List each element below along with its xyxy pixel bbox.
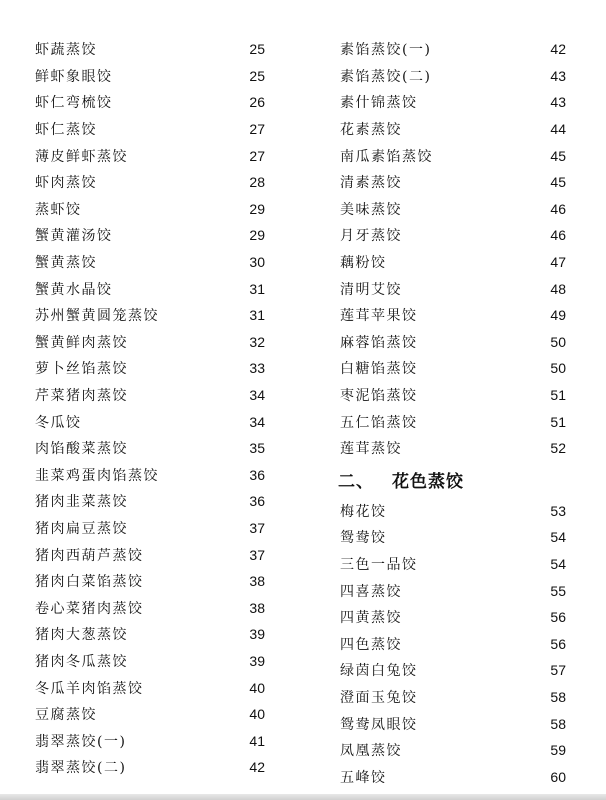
- entry-page-number: 25: [249, 41, 265, 58]
- entry-title: 三色一品饺: [340, 556, 418, 573]
- entry-page-number: 51: [550, 387, 566, 404]
- toc-entry: [340, 630, 566, 657]
- entry-page-number: 30: [249, 254, 265, 271]
- toc-entry: [340, 275, 566, 302]
- entry-page-number: 36: [249, 493, 265, 510]
- entry-title: 鲜虾象眼饺: [35, 68, 113, 85]
- entry-page-number: 57: [550, 662, 566, 679]
- entry-title: 猪肉冬瓜蒸饺: [35, 653, 128, 670]
- toc-entry: [35, 355, 265, 382]
- toc-right-top-list: [340, 36, 566, 462]
- section-number: 二、: [338, 472, 374, 492]
- entry-title: 翡翠蒸饺(一): [35, 733, 127, 750]
- entry-title: 四色蒸饺: [340, 636, 402, 653]
- entry-title: 白糖馅蒸饺: [340, 361, 418, 378]
- toc-entry: [340, 302, 566, 329]
- entry-page-number: 25: [249, 67, 265, 84]
- entry-title: 清素蒸饺: [340, 175, 402, 192]
- entry-title: 芹菜猪肉蒸饺: [35, 388, 128, 405]
- entry-page-number: 34: [249, 387, 265, 404]
- entry-page-number: 45: [550, 174, 566, 191]
- toc-entry: [35, 408, 265, 435]
- entry-title: 蒸虾饺: [35, 201, 82, 218]
- toc-entry: [340, 577, 566, 604]
- entry-title: 五仁馅蒸饺: [340, 414, 418, 431]
- toc-entry: [340, 710, 566, 737]
- toc-entry: [340, 408, 566, 435]
- toc-entry: [35, 116, 265, 143]
- toc-entry: [340, 737, 566, 764]
- toc-entry: [35, 674, 265, 701]
- toc-entry: [340, 196, 566, 223]
- entry-title: 虾蔬蒸饺: [35, 42, 97, 59]
- entry-page-number: 45: [550, 147, 566, 164]
- entry-title: 五峰饺: [340, 769, 387, 786]
- entry-page-number: 47: [550, 254, 566, 271]
- toc-entry: [35, 36, 265, 63]
- toc-entry: [340, 498, 566, 525]
- toc-entry: [340, 551, 566, 578]
- entry-page-number: 52: [550, 440, 566, 457]
- entry-page-number: 39: [249, 626, 265, 643]
- entry-page-number: 27: [249, 147, 265, 164]
- entry-title: 蟹黄鲜肉蒸饺: [35, 334, 128, 351]
- entry-title: 鸳鸯凤眼饺: [340, 716, 418, 733]
- entry-title: 凤凰蒸饺: [340, 743, 402, 760]
- toc-entry: [35, 142, 265, 169]
- entry-title: 韭菜鸡蛋肉馅蒸饺: [35, 467, 159, 484]
- toc-entry: [35, 488, 265, 515]
- toc-entry: [35, 541, 265, 568]
- toc-entry: [340, 604, 566, 631]
- section-heading: [338, 464, 566, 496]
- entry-page-number: 40: [249, 679, 265, 696]
- entry-title: 苏州蟹黄圆笼蒸饺: [35, 308, 159, 325]
- toc-entry: [340, 249, 566, 276]
- entry-page-number: 31: [249, 307, 265, 324]
- entry-title: 冬瓜羊肉馅蒸饺: [35, 680, 144, 697]
- toc-entry: [340, 657, 566, 684]
- entry-title: 蟹黄灌汤饺: [35, 228, 113, 245]
- entry-page-number: 39: [249, 652, 265, 669]
- toc-entry: [35, 435, 265, 462]
- entry-page-number: 44: [550, 121, 566, 138]
- toc-entry: [35, 382, 265, 409]
- toc-entry: [340, 435, 566, 462]
- entry-title: 莲茸蒸饺: [340, 441, 402, 458]
- entry-page-number: 49: [550, 307, 566, 324]
- toc-entry: [340, 355, 566, 382]
- entry-title: 枣泥馅蒸饺: [340, 388, 418, 405]
- entry-title: 冬瓜饺: [35, 414, 82, 431]
- toc-entry: [340, 524, 566, 551]
- entry-title: 素馅蒸饺(一): [340, 42, 432, 59]
- entry-page-number: 60: [550, 768, 566, 785]
- entry-title: 素什锦蒸饺: [340, 95, 418, 112]
- toc-entry: [35, 249, 265, 276]
- toc-entry: [35, 594, 265, 621]
- entry-page-number: 56: [550, 609, 566, 626]
- toc-entry: [35, 701, 265, 728]
- toc-entry: [340, 382, 566, 409]
- toc-entry: [35, 169, 265, 196]
- entry-page-number: 37: [249, 546, 265, 563]
- entry-page-number: 51: [550, 413, 566, 430]
- entry-page-number: 34: [249, 413, 265, 430]
- section-title: 花色蒸饺: [392, 472, 464, 492]
- entry-title: 鸳鸯饺: [340, 530, 387, 547]
- entry-page-number: 29: [249, 200, 265, 217]
- entry-title: 麻蓉馅蒸饺: [340, 334, 418, 351]
- entry-page-number: 29: [249, 227, 265, 244]
- entry-title: 梅花饺: [340, 503, 387, 520]
- entry-title: 澄面玉兔饺: [340, 689, 418, 706]
- entry-page-number: 59: [550, 742, 566, 759]
- entry-title: 猪肉西葫芦蒸饺: [35, 547, 144, 564]
- entry-page-number: 31: [249, 280, 265, 297]
- entry-page-number: 42: [550, 41, 566, 58]
- toc-entry: [340, 36, 566, 63]
- entry-title: 翡翠蒸饺(二): [35, 760, 127, 777]
- entry-title: 莲茸苹果饺: [340, 308, 418, 325]
- toc-entry: [35, 754, 265, 781]
- toc-entry: [340, 169, 566, 196]
- entry-page-number: 53: [550, 502, 566, 519]
- toc-column-right: [340, 36, 566, 790]
- entry-title: 猪肉韭菜蒸饺: [35, 494, 128, 511]
- toc-entry: [340, 684, 566, 711]
- toc-right-bottom-list: [340, 498, 566, 791]
- entry-title: 虾仁弯梳饺: [35, 95, 113, 112]
- toc-entry: [340, 763, 566, 790]
- entry-page-number: 55: [550, 582, 566, 599]
- toc-entry: [340, 116, 566, 143]
- toc-entry: [340, 222, 566, 249]
- entry-page-number: 46: [550, 227, 566, 244]
- entry-page-number: 42: [249, 759, 265, 776]
- entry-title: 月牙蒸饺: [340, 228, 402, 245]
- entry-title: 猪肉扁豆蒸饺: [35, 520, 128, 537]
- toc-entry: [35, 568, 265, 595]
- entry-page-number: 48: [550, 280, 566, 297]
- toc-entry: [340, 329, 566, 356]
- entry-title: 卷心菜猪肉蒸饺: [35, 600, 144, 617]
- entry-title: 猪肉大葱蒸饺: [35, 627, 128, 644]
- entry-title: 美味蒸饺: [340, 201, 402, 218]
- entry-title: 蟹黄蒸饺: [35, 255, 97, 272]
- entry-title: 肉馅酸菜蒸饺: [35, 441, 128, 458]
- toc-entry: [340, 89, 566, 116]
- entry-page-number: 37: [249, 519, 265, 536]
- entry-page-number: 56: [550, 635, 566, 652]
- toc-entry: [340, 142, 566, 169]
- entry-page-number: 43: [550, 94, 566, 111]
- entry-title: 花素蒸饺: [340, 122, 402, 139]
- toc-entry: [35, 275, 265, 302]
- toc-entry: [35, 196, 265, 223]
- entry-page-number: 46: [550, 200, 566, 217]
- entry-page-number: 27: [249, 121, 265, 138]
- entry-page-number: 58: [550, 715, 566, 732]
- entry-page-number: 26: [249, 94, 265, 111]
- entry-title: 四黄蒸饺: [340, 610, 402, 627]
- entry-title: 绿茵白兔饺: [340, 663, 418, 680]
- entry-page-number: 28: [249, 174, 265, 191]
- entry-title: 清明艾饺: [340, 281, 402, 298]
- entry-page-number: 50: [550, 360, 566, 377]
- toc-entry: [35, 89, 265, 116]
- entry-title: 薄皮鲜虾蒸饺: [35, 148, 128, 165]
- toc-entry: [35, 222, 265, 249]
- entry-page-number: 38: [249, 573, 265, 590]
- entry-title: 南瓜素馅蒸饺: [340, 148, 433, 165]
- entry-title: 虾仁蒸饺: [35, 122, 97, 139]
- entry-title: 豆腐蒸饺: [35, 707, 97, 724]
- toc-entry: [35, 63, 265, 90]
- entry-page-number: 38: [249, 599, 265, 616]
- toc-entry: [35, 648, 265, 675]
- toc-entry: [35, 462, 265, 489]
- entry-page-number: 35: [249, 440, 265, 457]
- entry-page-number: 41: [249, 732, 265, 749]
- entry-title: 素馅蒸饺(二): [340, 68, 432, 85]
- toc-entry: [35, 621, 265, 648]
- entry-page-number: 54: [550, 529, 566, 546]
- toc-entry: [35, 515, 265, 542]
- page-bottom-edge: [0, 794, 606, 800]
- entry-title: 萝卜丝馅蒸饺: [35, 361, 128, 378]
- toc-entry: [35, 302, 265, 329]
- toc-entry: [340, 63, 566, 90]
- entry-page-number: 32: [249, 333, 265, 350]
- entry-title: 蟹黄水晶饺: [35, 281, 113, 298]
- entry-title: 四喜蒸饺: [340, 583, 402, 600]
- entry-page-number: 40: [249, 706, 265, 723]
- toc-entry: [35, 329, 265, 356]
- toc-entry: [35, 727, 265, 754]
- entry-title: 虾肉蒸饺: [35, 175, 97, 192]
- entry-title: 藕粉饺: [340, 255, 387, 272]
- entry-page-number: 43: [550, 67, 566, 84]
- entry-page-number: 58: [550, 688, 566, 705]
- toc-column-left: [35, 36, 265, 781]
- entry-page-number: 54: [550, 555, 566, 572]
- entry-title: 猪肉白菜馅蒸饺: [35, 574, 144, 591]
- entry-page-number: 36: [249, 466, 265, 483]
- entry-page-number: 50: [550, 333, 566, 350]
- entry-page-number: 33: [249, 360, 265, 377]
